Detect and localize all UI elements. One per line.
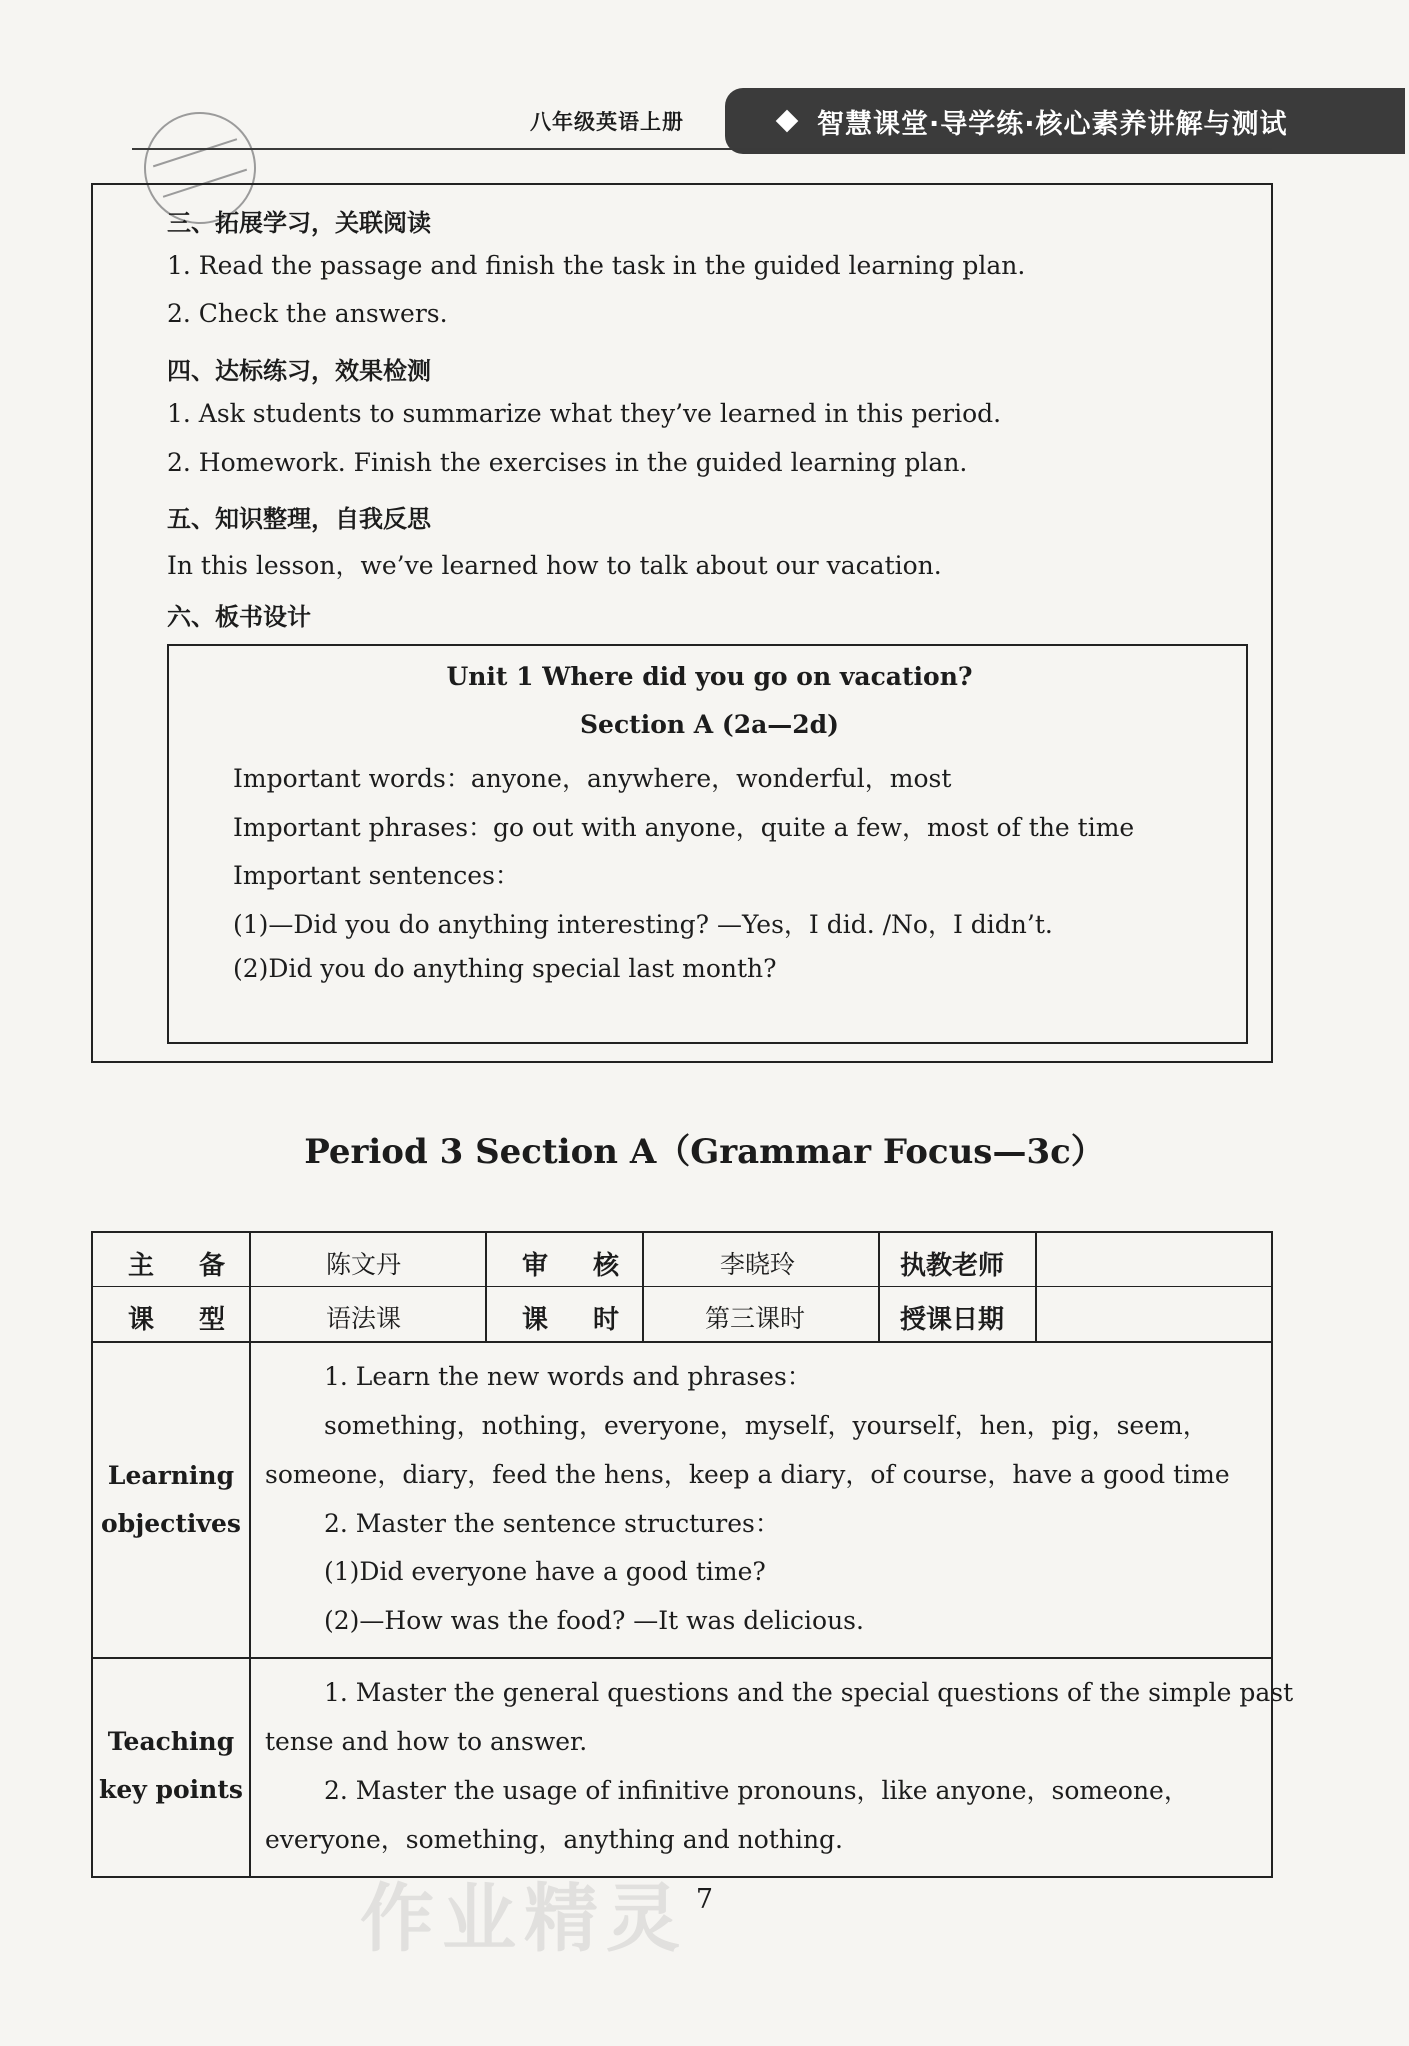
section5-heading: 五、知识整理，自我反思: [167, 505, 431, 533]
section3-heading: 三、拓展学习，关联阅读: [167, 209, 431, 237]
table-row-divider: [91, 1286, 1273, 1287]
learning-objectives-label-line1: Learning: [107, 1461, 235, 1490]
board-sentence-2: (2)Did you do anything special last month?: [233, 954, 777, 983]
series-banner: [725, 88, 1405, 154]
section4-heading: 四、达标练习，效果检测: [167, 357, 431, 385]
board-title: Unit 1 Where did you go on vacation?: [446, 662, 973, 691]
lead-teacher-name: 陈文丹: [326, 1250, 402, 1279]
board-design-box: [167, 644, 1248, 1044]
objectives-line-6: (2)—How was the food? —It was delicious.: [324, 1606, 864, 1635]
class-period-value: 第三课时: [705, 1304, 806, 1333]
reviewer-name: 李晓玲: [720, 1250, 796, 1279]
board-sentence-1: (1)—Did you do anything interesting? —Yes，I did. /No，I didn’t.: [233, 910, 1053, 939]
objectives-line-3: someone，diary，feed the hens，keep a diary，of course，have a good time: [265, 1460, 1230, 1489]
label-lead-teacher: 主 备: [128, 1251, 244, 1281]
section4-item-2: 2. Homework. Finish the exercises in the guided learning plan.: [167, 448, 968, 477]
key-points-label-line1: Teaching: [107, 1727, 235, 1756]
section6-heading: 六、板书设计: [167, 603, 311, 631]
table-border-top: [91, 1231, 1273, 1233]
table-col-divider: [642, 1231, 644, 1341]
series-banner-text: 智慧课堂·导学练·核心素养讲解与测试: [817, 108, 1288, 140]
lesson-type-value: 语法课: [326, 1304, 402, 1333]
objectives-line-4: 2. Master the sentence structures：: [324, 1509, 780, 1538]
table-col-divider: [485, 1231, 487, 1341]
board-words: Important words：anyone，anywhere，wonderful，most: [233, 764, 952, 793]
keypoints-line-2: tense and how to answer.: [265, 1727, 588, 1756]
learning-objectives-label: [93, 1452, 249, 1548]
section3-item-1: 1. Read the passage and finish the task in the guided learning plan.: [167, 251, 1026, 280]
keypoints-line-3: 2. Master the usage of infinitive pronouns，like anyone，someone，: [324, 1776, 1189, 1805]
page-number: 7: [695, 1884, 714, 1915]
watermark-logo: 作业精灵: [360, 1876, 688, 1962]
table-col-divider: [878, 1231, 880, 1341]
section5-text: In this lesson，we’ve learned how to talk about our vacation.: [167, 551, 942, 580]
diamond-icon: [776, 110, 799, 133]
key-points-label: [93, 1718, 249, 1814]
header-divider: [132, 148, 1272, 150]
label-reviewer: 审 核: [522, 1251, 638, 1281]
learning-objectives-label-line2: objectives: [101, 1509, 241, 1538]
period-title: Period 3 Section A（Grammar Focus—3c）: [304, 1132, 1105, 1172]
board-phrases: Important phrases：go out with anyone，quite a few，most of the time: [233, 813, 1135, 842]
table-row-divider: [91, 1341, 1273, 1343]
label-class-period: 课 时: [522, 1305, 638, 1335]
label-teaching-date: 授课日期: [900, 1305, 1005, 1335]
board-subtitle: Section A (2a—2d): [579, 710, 839, 739]
objectives-line-2: something，nothing，everyone，myself，yourself，hen，pig，seem，: [324, 1411, 1208, 1440]
label-lesson-type: 课 型: [128, 1305, 244, 1335]
objectives-line-5: (1)Did everyone have a good time?: [324, 1557, 766, 1586]
board-sentences-label: Important sentences：: [233, 861, 520, 890]
section3-item-2: 2. Check the answers.: [167, 299, 448, 328]
table-row-divider: [91, 1657, 1273, 1659]
label-teaching-teacher: 执教老师: [900, 1251, 1005, 1281]
section4-item-1: 1. Ask students to summarize what they’ve learned in this period.: [167, 399, 1002, 428]
keypoints-line-1: 1. Master the general questions and the special questions of the simple past: [324, 1678, 1294, 1707]
table-col-divider: [249, 1231, 251, 1878]
book-title: 八年级英语上册: [530, 109, 684, 134]
key-points-label-line2: key points: [99, 1775, 243, 1804]
objectives-line-1: 1. Learn the new words and phrases：: [324, 1362, 812, 1391]
keypoints-line-4: everyone，something，anything and nothing.: [265, 1825, 843, 1854]
table-col-divider: [1035, 1231, 1037, 1341]
table-border-right: [1271, 1231, 1273, 1878]
